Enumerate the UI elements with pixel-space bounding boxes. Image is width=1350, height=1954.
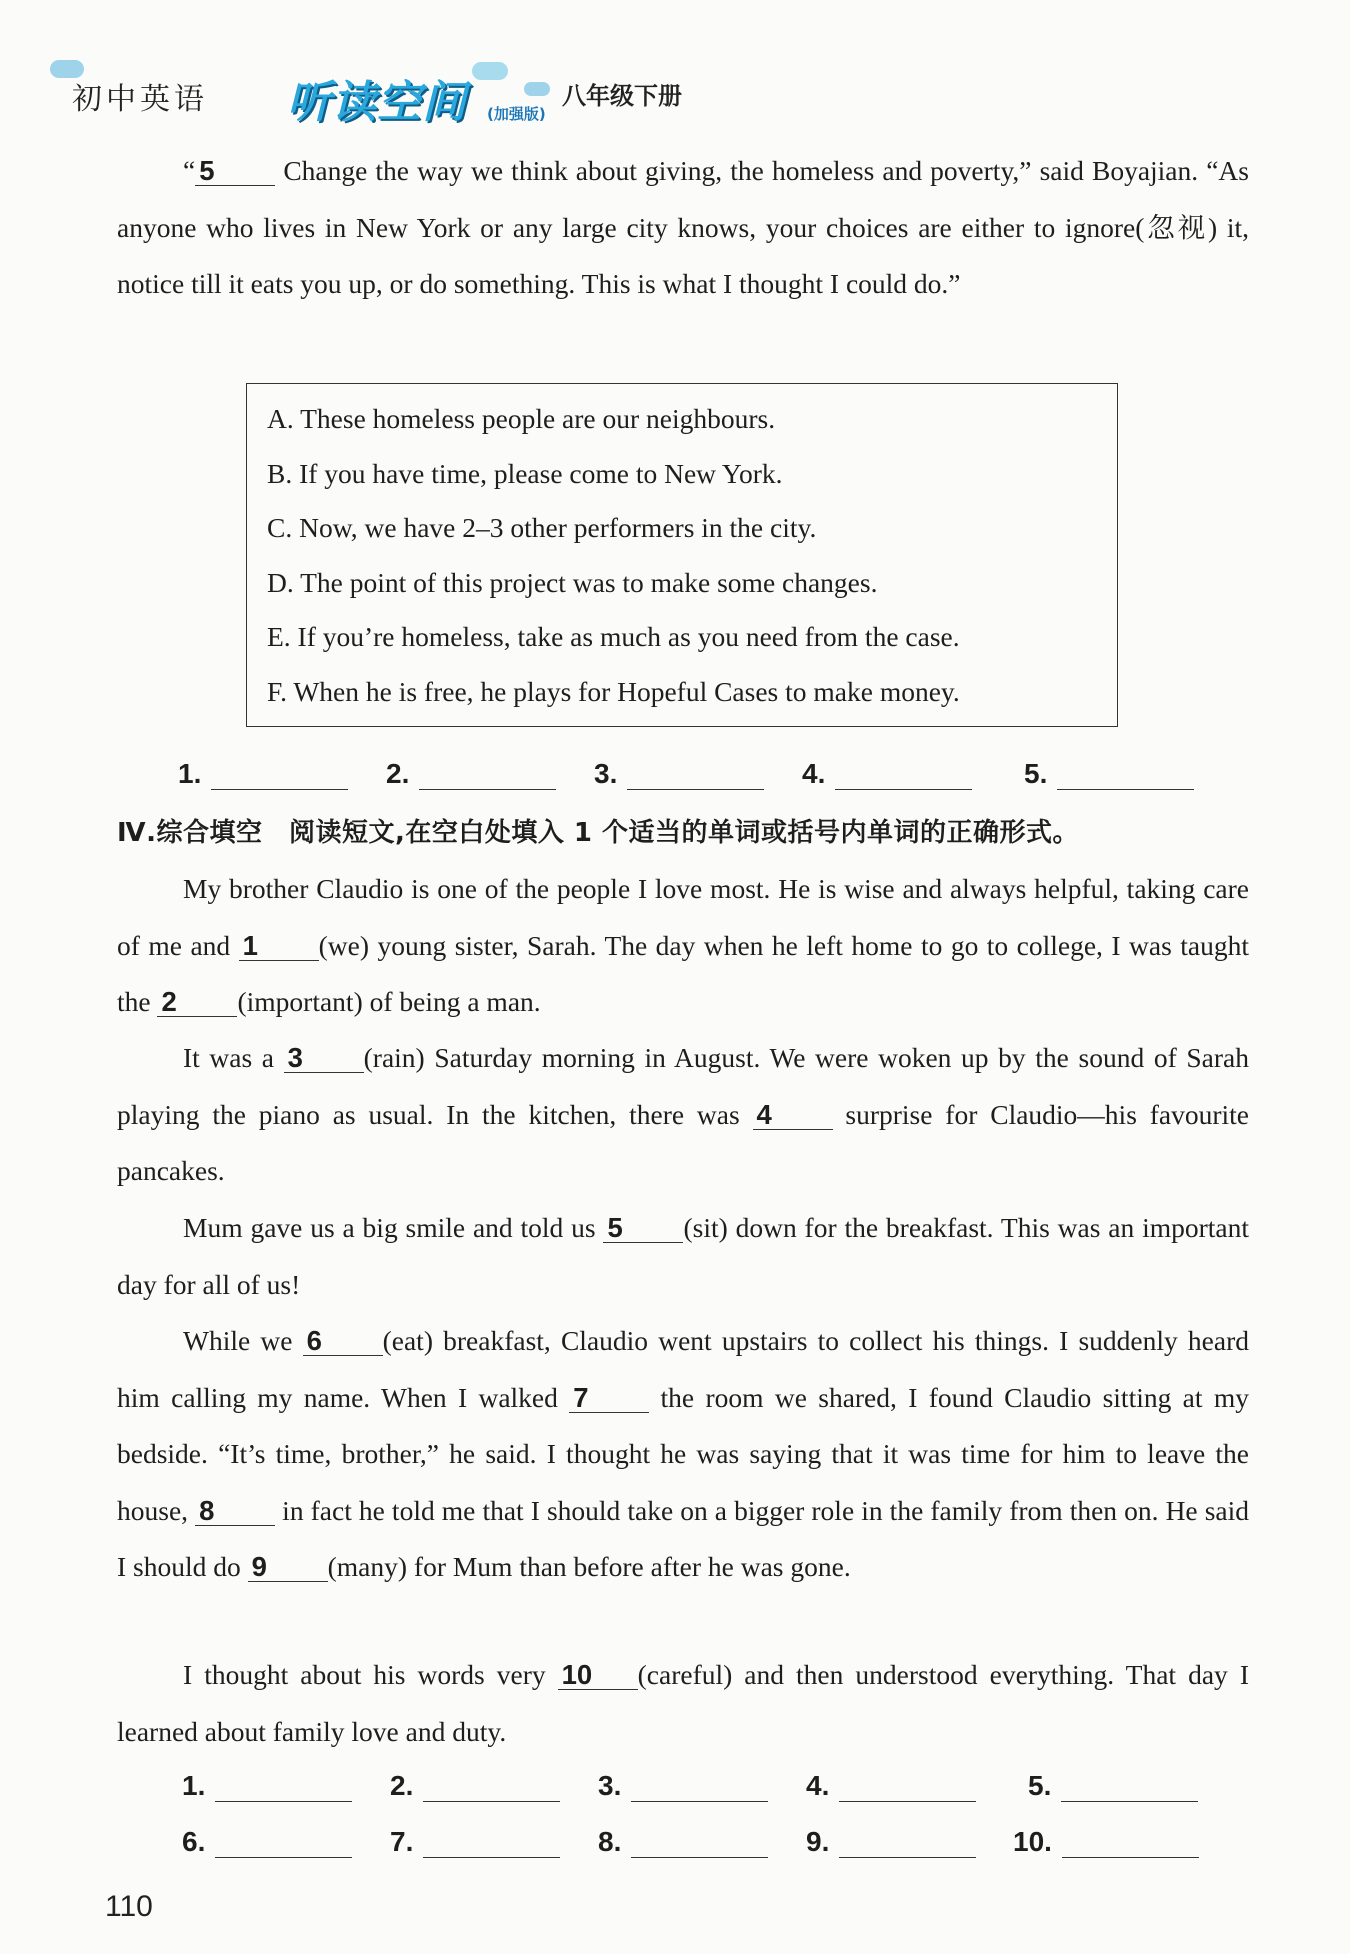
paragraph-text: (sit) down for the breakfast. This was an important day for all of us! [117, 1212, 1249, 1300]
brand-edition: (加强版) [487, 105, 546, 123]
option-item: B. If you have time, please come to New York. [267, 457, 783, 489]
answer-blank[interactable]: 1 [239, 932, 319, 961]
option-item: D. The point of this project was to make some changes. [267, 566, 878, 598]
page-header [62, 60, 702, 130]
answer-line[interactable] [419, 763, 556, 790]
answer-slot[interactable] [806, 1826, 976, 1858]
paragraph-text: It was a [183, 1042, 284, 1073]
paragraph-text: (many) for Mum than before after he was gone. [327, 1551, 851, 1582]
answer-line[interactable] [215, 1831, 352, 1858]
answer-blank[interactable]: 2 [157, 988, 237, 1017]
answer-blank[interactable]: 6 [303, 1327, 383, 1356]
grade-label: 八年级下册 [562, 82, 682, 110]
paragraph-text: Change the way we think about giving, the homeless and poverty,” said Boyajian. “As anyone who lives in New York or any large city knows, your choices are either to ignore(忽视) it, notice till it eats you up, or do something. This is what I thought I could do.” [117, 155, 1249, 299]
paragraph-text: (careful) and then understood everything. That day I learned about family love and duty. [117, 1659, 1249, 1747]
answer-number: 3. [594, 758, 618, 789]
option-item: E. If you’re homeless, take as much as you need from the case. [267, 621, 960, 652]
answer-slot[interactable] [182, 1826, 352, 1858]
page-number: 110 [105, 1890, 153, 1923]
answer-line[interactable] [215, 1775, 352, 1802]
answer-row [0, 1770, 1350, 1810]
answer-slot[interactable] [802, 758, 972, 790]
answer-number: 5. [1024, 758, 1048, 789]
answer-slot[interactable] [1013, 1826, 1199, 1858]
cloze-paragraph [117, 1313, 1249, 1596]
answer-slot[interactable] [806, 1770, 976, 1802]
answer-blank[interactable]: 5 [603, 1214, 683, 1243]
answer-line[interactable] [835, 763, 972, 790]
answer-blank[interactable]: 8 [195, 1497, 275, 1526]
answer-line[interactable] [423, 1831, 560, 1858]
paragraph-text: Mum gave us a big smile and told us [183, 1212, 604, 1243]
paragraph-text: My brother Claudio is one of the people I love most. He is wise and always helpful, taking care of me and [117, 873, 1249, 961]
paragraph-text: While we [183, 1325, 303, 1356]
answer-slot[interactable] [182, 1770, 352, 1802]
option-item: F. When he is free, he plays for Hopeful Cases to make money. [267, 675, 960, 707]
answer-line[interactable] [631, 1775, 768, 1802]
answer-number: 2. [390, 1770, 414, 1801]
answer-blank[interactable]: 4 [753, 1101, 833, 1130]
answer-slot[interactable] [598, 1826, 768, 1858]
paragraph-text: in fact he told me that I should take on a bigger role in the family from then on. He said I should do [117, 1494, 1249, 1582]
answer-number: 3. [598, 1770, 622, 1801]
answer-blank[interactable]: 9 [248, 1553, 328, 1582]
answer-slot[interactable] [390, 1770, 560, 1802]
cloud-icon [524, 82, 550, 96]
answer-slot[interactable] [1024, 758, 1194, 790]
answer-line[interactable] [423, 1775, 560, 1802]
cloze-paragraph [117, 861, 1249, 1031]
brand-logo: 听读空间 [287, 77, 467, 128]
paragraph-text: (important) of being a man. [237, 986, 541, 1017]
section-heading: Ⅳ.综合填空 阅读短文,在空白处填入 1 个适当的单词或括号内单词的正确形式。 [117, 818, 1080, 848]
answer-slot[interactable] [386, 758, 556, 790]
answer-line[interactable] [1061, 1775, 1198, 1802]
cloze-paragraph [117, 1030, 1249, 1200]
paragraph-text: (eat) breakfast, Claudio went upstairs to collect his things. I suddenly heard him calling my name. When I walked [117, 1325, 1249, 1413]
answer-number: 4. [802, 758, 826, 789]
answer-blank[interactable]: 10 [558, 1661, 638, 1690]
answer-number: 6. [182, 1826, 206, 1857]
answer-row [0, 1826, 1350, 1866]
answer-line[interactable] [1062, 1831, 1199, 1858]
cloze-paragraph [117, 1647, 1249, 1760]
answer-line[interactable] [1057, 763, 1194, 790]
answer-number: 5. [1028, 1770, 1052, 1801]
option-item: A. These homeless people are our neighbours. [267, 403, 776, 434]
answer-slot[interactable] [178, 758, 348, 790]
answer-line[interactable] [211, 763, 348, 790]
cloze-paragraph [117, 1200, 1249, 1313]
answer-number: 4. [806, 1770, 830, 1801]
answer-number: 2. [386, 758, 410, 789]
paragraph-text: I thought about his words very [183, 1659, 558, 1690]
answer-slot[interactable] [1028, 1770, 1198, 1802]
quote-mark: “ [183, 155, 196, 186]
answer-number: 9. [806, 1826, 830, 1857]
answer-slot[interactable] [598, 1770, 768, 1802]
answer-number: 1. [178, 758, 202, 789]
answer-slot[interactable] [594, 758, 764, 790]
answer-line[interactable] [627, 763, 764, 790]
answer-blank[interactable]: 5 [195, 157, 275, 186]
answer-line[interactable] [839, 1831, 976, 1858]
answer-blank[interactable]: 3 [284, 1044, 364, 1073]
answer-line[interactable] [839, 1775, 976, 1802]
options-box [246, 383, 1118, 727]
paragraph-text: (we) young sister, Sarah. The day when he left home to go to college, I was taught the [117, 929, 1249, 1017]
passage-paragraph [117, 143, 1249, 313]
answer-blank[interactable]: 7 [569, 1384, 649, 1413]
answer-number: 8. [598, 1826, 622, 1857]
answer-line[interactable] [631, 1831, 768, 1858]
answer-number: 1. [182, 1770, 206, 1801]
paragraph-text: the room we shared, I found Claudio sitting at my bedside. “It’s time, brother,” he said. I thought he was saying that it was time for him to leave the house, [117, 1381, 1249, 1526]
series-title: 初中英语 [72, 82, 208, 117]
answer-row [0, 758, 1350, 798]
cloud-icon [472, 62, 508, 80]
paragraph-text: (rain) Saturday morning in August. We were woken up by the sound of Sarah playing the piano as usual. In the kitchen, there was [117, 1042, 1249, 1130]
answer-number: 10. [1013, 1826, 1052, 1857]
answer-slot[interactable] [390, 1826, 560, 1858]
paragraph-text: surprise for Claudio—his favourite pancakes. [117, 1098, 1249, 1186]
option-item: C. Now, we have 2–3 other performers in the city. [267, 512, 817, 543]
answer-number: 7. [390, 1826, 414, 1857]
